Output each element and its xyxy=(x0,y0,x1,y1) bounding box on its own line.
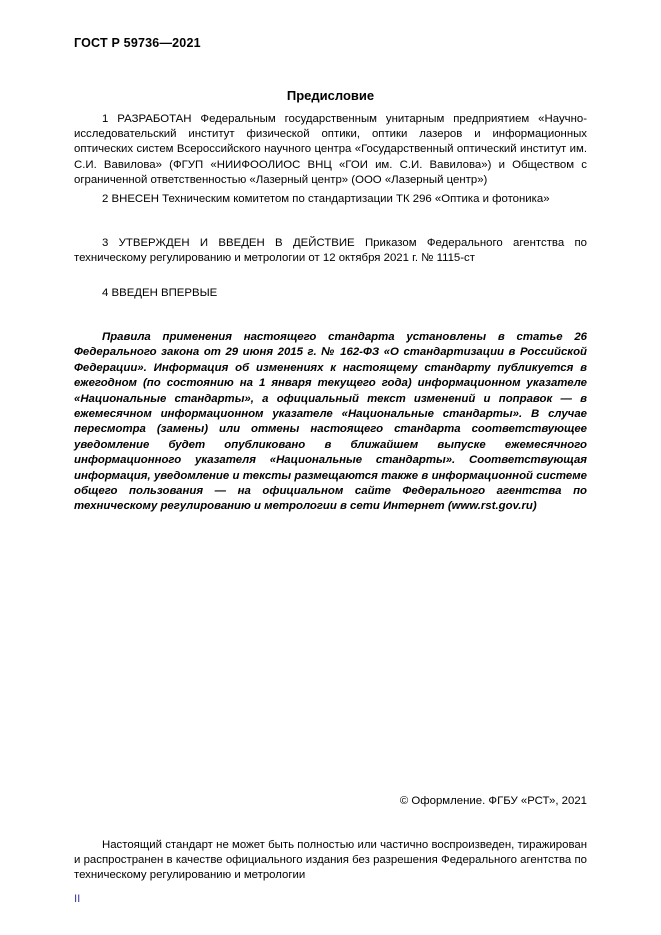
standard-code-header: ГОСТ Р 59736—2021 xyxy=(74,36,201,50)
page-number: II xyxy=(74,893,81,905)
paragraph-developed-by: 1 РАЗРАБОТАН Федеральным государственным унитарным предприятием «Научно-исследовательский институт физической оптики, оптики лазеров и информационных оптических систем Всероссийского научного центра «Государственный оптический институт им. С.И. Вавилова» (ФГУП «НИИФООЛИОС ВНЦ «ГОИ им. С.И. Вавилова») и Обществом с ограниченной ответственностью «Лазерный центр» (ООО «Лазерный центр») xyxy=(74,113,587,186)
paragraph-submitted-by: 2 ВНЕСЕН Техническим комитетом по стандартизации ТК 296 «Оптика и фотоника» xyxy=(102,193,550,205)
copyright-line: © Оформление. ФГБУ «РСТ», 2021 xyxy=(399,795,587,807)
application-rules-note: Правила применения настоящего стандарта установлены в статье 26 Федерального закона от 29 июня 2015 г. № 162-ФЗ «О стандартизации в Российской Федерации». Информация об изменениях к настоящему стандарту публикуется в ежегодном (по состоянию на 1 января текущего года) информационном указателе «Национальные стандарты», а официальный текст изменений и поправок — в ежемесячном информационном указателе «Национальные стандарты». В случае пересмотра (замены) или отмены настоящего стандарта соответствующее уведомление будет опубликовано в ближайшем выпуске ежемесячного информационного указателя «Национальные стандарты». Соответствующая информация, уведомление и тексты размещаются также в информационной системе общего пользования — на официальном сайте Федерального агентства по техническому регулированию и метрологии в сети Интернет (www.rst.gov.ru) xyxy=(74,331,587,513)
paragraph-introduced-first-time: 4 ВВЕДЕН ВПЕРВЫЕ xyxy=(102,287,218,299)
reproduction-restriction-note: Настоящий стандарт не может быть полностью или частично воспроизведен, тиражирован и распространен в качестве официального издания без разрешения Федерального агентства по техническому регулированию и метрологии xyxy=(74,839,587,882)
paragraph-approved-by: 3 УТВЕРЖДЕН И ВВЕДЕН В ДЕЙСТВИЕ Приказом Федерального агентства по техническому регулированию и метрологии от 12 октября 2021 г. № 1115-ст xyxy=(74,237,587,265)
page-title: Предисловие xyxy=(286,88,375,103)
